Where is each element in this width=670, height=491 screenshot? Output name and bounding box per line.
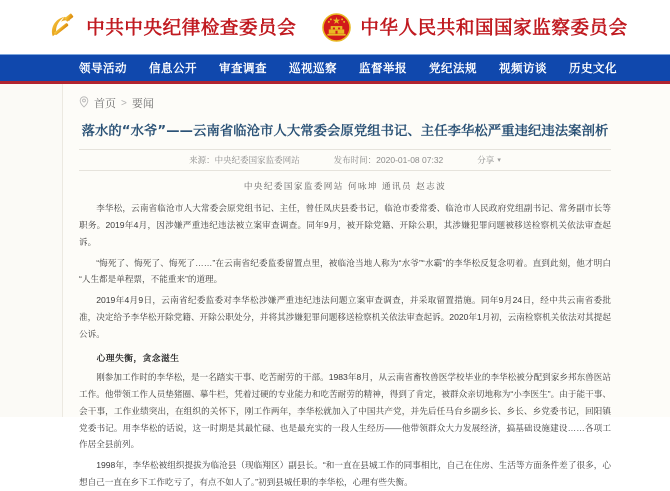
article-container [63,84,625,487]
nav-item-video[interactable]: 视频访谈 [499,61,547,75]
nav-item-culture[interactable]: 历史文化 [569,61,617,75]
nav-item-reporting[interactable]: 监督举报 [359,61,407,75]
left-gutter [0,84,63,417]
national-emblem-icon [322,13,351,42]
brand-party[interactable] [46,12,296,43]
article-source: 来源：中央纪委国家监委网站 [189,155,300,166]
breadcrumb-separator: > [121,97,127,109]
article-paragraph: 1998年，李华松被组织提拔为临沧县（现临翔区）副县长。“和一直在县城工作的同事相比，自己在住房、生活等方面条件差了很多，心想自己一直在乡下工作吃亏了，有点不如人了。”初到县城任职的李华松，心理有些失衡。 [79,460,611,487]
nav-item-leadership[interactable]: 领导活动 [79,61,127,75]
nav-item-regulations[interactable]: 党纪法规 [429,61,477,75]
share-button[interactable] [477,154,501,166]
share-label: 分享 [477,155,495,166]
breadcrumb-current[interactable]: 要闻 [131,98,154,110]
article-byline: 中央纪委国家监委网站 何咏坤 通讯员 赵志波 [243,182,447,193]
article-body [79,200,611,490]
main-navigation [0,54,670,84]
page-body [0,84,670,487]
article-publish-time: 发布时间：2020-01-08 07:32 [333,155,444,166]
party-emblem-icon [46,12,77,43]
breadcrumb-home[interactable]: 首页 [94,98,116,110]
article-paragraph: “悔死了、悔死了、悔死了……”在云南省纪委监委留置点里，被临沧当地人称为“水爷”“水霸”的李华松反复念叨着。直到此刻，他才明白“人生都是单程票，不能重来”的道理。 [79,257,611,285]
brand-nation[interactable] [322,13,627,42]
nav-item-inspection[interactable]: 巡视巡察 [289,61,337,75]
nav-item-disclosure[interactable]: 信息公开 [149,61,197,75]
article-paragraph: 刚参加工作时的李华松，是一名踏实干事、吃苦耐劳的干部。1983年8月，从云南省畜牧兽医学校毕业的李华松被分配到家乡邦东兽医站工作。他带领工作人员垫猪圈、摹牛栏，凭着过硬的专业能力和吃苦耐劳的精神，得到了肯定，被群众亲切地称为“小李医生”。由于能干事、会干事，工作业绩突出，在组织的关怀下，刚工作两年，李华松就加入了中国共产党，并先后任马台乡副乡长、乡长、乡党委书记，回阳镇党委书记。用李华松的话说，这一时期是其最忙碌、也是最充实的一段人生经历——他带领群众大力发展经济，搞基础设施建设……各项工作居全县前列。 [79,372,611,450]
nav-item-investigation[interactable]: 审查调查 [219,61,267,75]
chevron-down-icon: ▾ [497,157,501,165]
article-paragraph: 2019年4月9日，云南省纪委监委对李华松涉嫌严重违纪违法问题立案审查调查，并采取留置措施。同年9月24日，经中共云南省委批准，决定给予李华松开除党籍、开除公职处分，并将其涉嫌犯罪问题移送检察机关依法审查起诉。2020年1月初，云南检察机关依法对其提起公诉。 [79,295,611,339]
site-masthead [0,0,670,54]
page-title: 落水的“水爷”——云南省临沧市人大常委会原党组书记、主任李华松严重违纪违法案剖析 [81,124,609,139]
article-paragraph: 李华松，云南省临沧市人大常委会原党组书记、主任，曾任凤庆县委书记，临沧市委常委、临沧市人民政府党组副书记、常务副市长等职务。2019年4月，因涉嫌严重违纪违法被立案审查调查。同年9月，被开除党籍、开除公职，其涉嫌犯罪问题被移送检察机关依法审查起诉。 [79,203,611,247]
national-title: 中华人民共和国国家监察委员会 [360,18,628,39]
location-pin-icon [79,96,89,111]
article-meta [79,149,611,171]
article-section-heading: 心理失衡，贪念滋生 [96,353,180,364]
right-gutter [625,84,670,417]
breadcrumb [79,84,611,111]
party-title: 中共中央纪律检查委员会 [86,18,297,39]
